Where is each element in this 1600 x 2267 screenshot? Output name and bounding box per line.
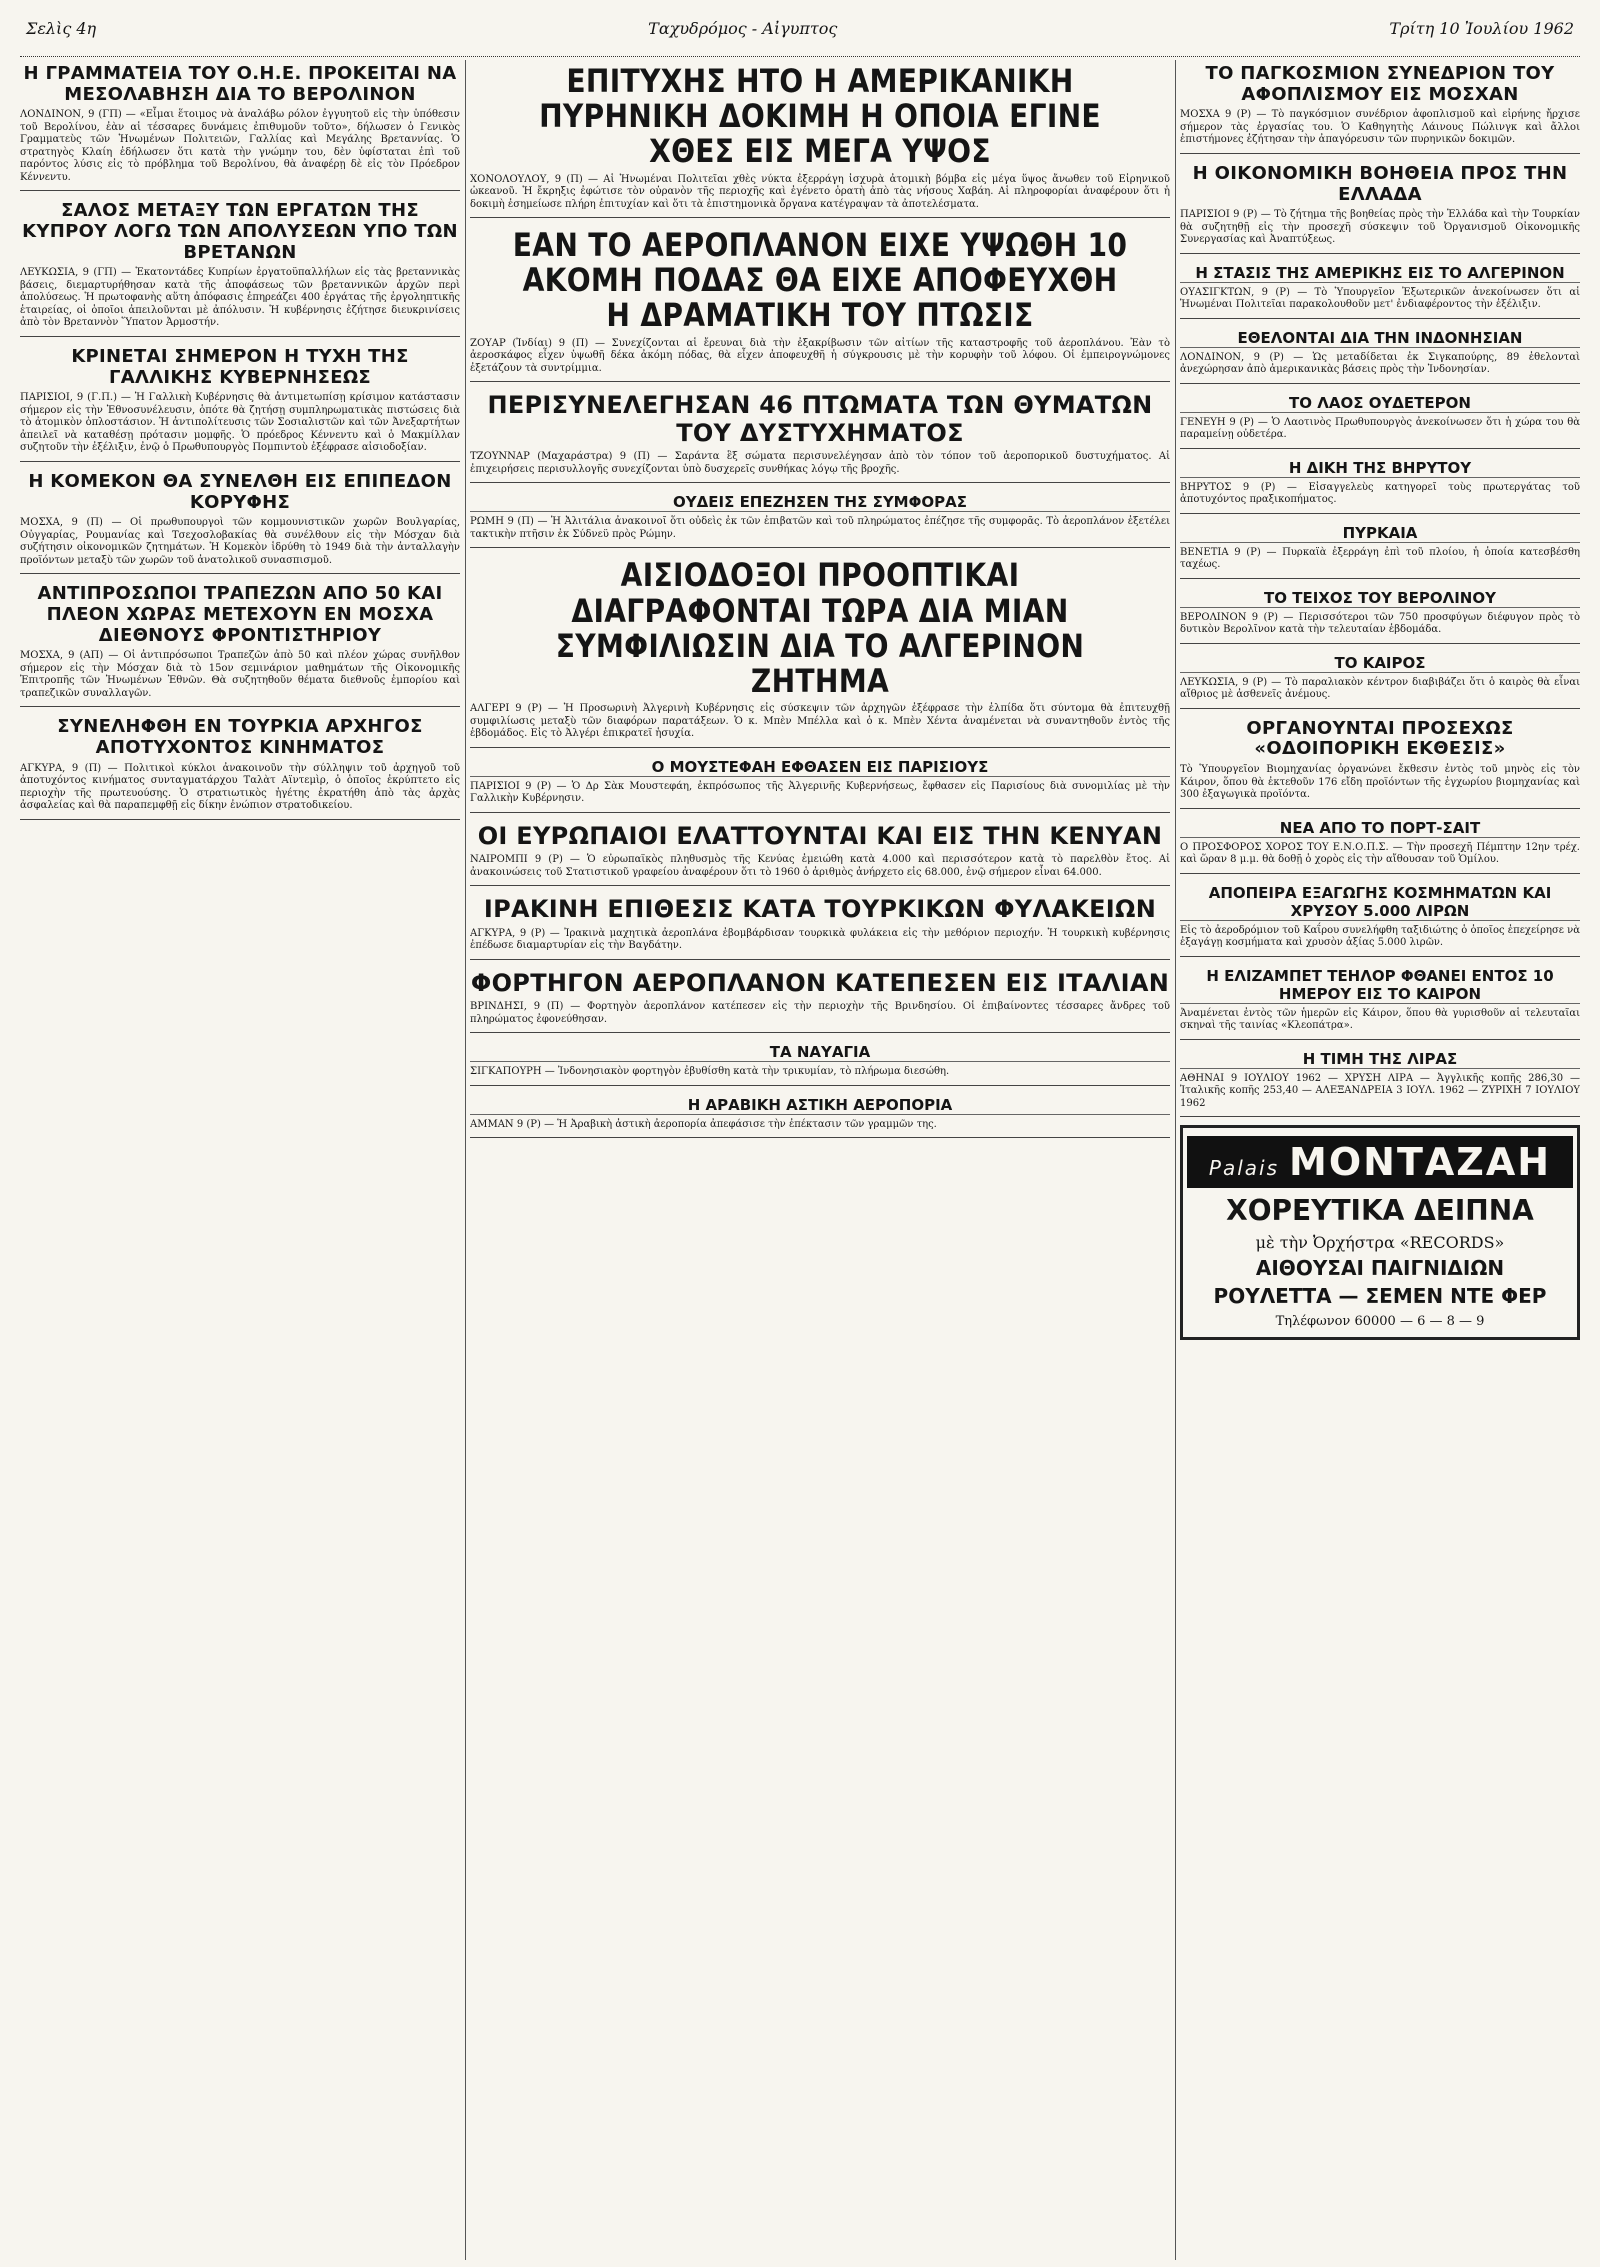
page-header (20, 0, 1580, 57)
article-body: ΓΕΝΕΥΗ 9 (Ρ) — Ὁ Λαοτινὸς Πρωθυπουργὸς ἀνεκοίνωσεν ὅτι ἡ χώρα του θὰ παραμείνῃ οὐδετέρα. (1180, 416, 1580, 441)
article (20, 468, 460, 574)
article-body: ΒΗΡΥΤΟΣ 9 (Ρ) — Εἰσαγγελεὺς κατηγορεῖ τοὺς πρωτεργάτας τοῦ ἀποτυχόντος πραξικοπήματος. (1180, 481, 1580, 506)
article-body: ΛΕΥΚΩΣΙΑ, 9 (Ρ) — Τὸ παραλιακὸν κέντρον διαβιβάζει ὅτι ὁ καιρὸς θὰ εἶναι αἴθριος μὲ ἀσθενεῖς ἀνέμους. (1180, 676, 1580, 701)
advertisement (1180, 1125, 1580, 1340)
article-headline: ΑΝΤΙΠΡΟΣΩΠΟΙ ΤΡΑΠΕΖΩΝ ΑΠΟ 50 ΚΑΙ ΠΛΕΟΝ ΧΩΡΑΣ ΜΕΤΕΧΟΥΝ ΕΝ ΜΟΣΧΑ ΔΙΕΘΝΟΥΣ ΦΡΟΝΤΙΣΤΗΡΙΟΥ (37, 583, 443, 646)
article-headline: ΤΟ ΤΕΙΧΟΣ ΤΟΥ ΒΕΡΟΛΙΝΟΥ (1180, 589, 1580, 608)
article-body: Εἰς τὸ ἀεροδρόμιον τοῦ Καΐρου συνελήφθη ταξιδιώτης ὁ ὁποῖος ἐπεχείρησε νὰ ἐξαγάγῃ κοσμήματα καὶ χρυσὸν ἀξίας 5.000 λιρῶν. (1180, 924, 1580, 949)
article-body: ΒΡΙΝΔΗΣΙ, 9 (Π) — Φορτηγὸν ἀεροπλάνον κατέπεσεν εἰς τὴν περιοχὴν τῆς Βρινδησίου. Οἱ ἐπιβαίνοντες τέσσαρες ἄνδρες τοῦ πληρώματος ἐφονεύθησαν. (470, 1001, 1170, 1025)
article-body: ΒΕΝΕΤΙΑ 9 (Ρ) — Πυρκαϊὰ ἐξερράγη ἐπὶ τοῦ πλοίου, ἡ ὁποία κατεσβέσθη ταχέως. (1180, 546, 1580, 571)
article-body: ΜΟΣΧΑ, 9 (Π) — Οἱ πρωθυπουργοὶ τῶν κομμουνιστικῶν χωρῶν Βουλγαρίας, Οὐγγαρίας, Ρουμανίας καὶ Τσεχοσλοβακίας θὰ συνέλθουν εἰς τὴν Μόσχαν διὰ συζήτησιν οἰκονομικῶν ζητημάτων. Ἡ Κομεκὸν ἱδρύθη τὸ 1949 διὰ τὴν ἀνταλλαγὴν προϊόντων μεταξὺ τῶν χωρῶν τοῦ ἀνατολικοῦ συνασπισμοῦ. (20, 517, 460, 566)
article-body: ΠΑΡΙΣΙΟΙ, 9 (Γ.Π.) — Ἡ Γαλλικὴ Κυβέρνησις θὰ ἀντιμετωπίσῃ κρίσιμον κατάστασιν σήμερον εἰς τὴν Ἐθνοσυνέλευσιν, ὁπότε θὰ ζητήσῃ συμπληρωματικὰς πιστώσεις διὰ τὸ ἀτομικὸν ὁπλοστάσιον. Ἡ ἀντιπολίτευσις τῶν Σοσιαλιστῶν καὶ τῶν Ἀνεξαρτήτων ἀπειλεῖ νὰ καταθέσῃ πρότασιν μομφῆς. Ὁ πρόεδρος Κέννεντυ καὶ ὁ Μακμίλλαν συζητοῦν τὴν ἐξέλιξιν, ἐνῷ ὁ Πρωθυπουργὸς Πομπιντοὺ ἐξέφρασε αἰσιοδοξίαν. (20, 392, 460, 454)
article-headline: ΙΡΑΚΙΝΗ ΕΠΙΘΕΣΙΣ ΚΑΤΑ ΤΟΥΡΚΙΚΩΝ ΦΥΛΑΚΕΙΩΝ (483, 895, 1157, 924)
article-headline: Η ΓΡΑΜΜΑΤΕΙΑ ΤΟΥ Ο.Η.Ε. ΠΡΟΚΕΙΤΑΙ ΝΑ ΜΕΣΟΛΑΒΗΣΗ ΔΙΑ ΤΟ ΒΕΡΟΛΙΝΟΝ (23, 63, 457, 105)
article (1180, 1046, 1580, 1118)
article (1180, 963, 1580, 1040)
article-body: ΑΜΜΑΝ 9 (Ρ) — Ἡ Ἀραβικὴ ἀστικὴ ἀεροπορία ἀπεφάσισε τὴν ἐπέκτασιν τῶν γραμμῶν της. (470, 1118, 937, 1130)
article (20, 580, 460, 707)
article (470, 224, 1170, 382)
article-body: ΡΩΜΗ 9 (Π) — Ἡ Ἀλιτάλια ἀνακοινοῖ ὅτι οὐδεὶς ἐκ τῶν ἐπιβατῶν καὶ τοῦ πληρώματος ἐπέζησε τῆς συμφορᾶς. Τὸ ἀεροπλάνον ἐξετέλει τακτικὴν πτῆσιν ἐκ Σύδνεϋ πρὸς Ρώμην. (470, 516, 1170, 540)
article-headline: ΑΠΟΠΕΙΡΑ ΕΞΑΓΩΓΗΣ ΚΟΣΜΗΜΑΤΩΝ ΚΑΙ ΧΡΥΣΟΥ 5.000 ΛΙΡΩΝ (1180, 884, 1580, 921)
article-body: ΜΟΣΧΑ 9 (Ρ) — Τὸ παγκόσμιον συνέδριον ἀφοπλισμοῦ καὶ εἰρήνης ἤρχισε σήμερον τὰς ἐργασίας του. Ὁ Καθηγητὴς Λάινους Πώλινγκ καὶ ἄλλοι ἐπιστήμονες ἐζήτησαν τὴν ἀπαγόρευσιν τῶν πυρηνικῶν δοκιμῶν. (1180, 109, 1580, 146)
article (470, 60, 1170, 218)
article (470, 388, 1170, 483)
right-column (1180, 60, 1580, 2260)
article-headline: Η ΔΙΚΗ ΤΗΣ ΒΗΡΥΤΟΥ (1180, 459, 1580, 478)
article-headline: ΑΙΣΙΟΔΟΞΟΙ ΠΡΟΟΠΤΙΚΑΙ ΔΙΑΓΡΑΦΟΝΤΑΙ ΤΩΡΑ ΔΙΑ ΜΙΑΝ ΣΥΜΦΙΛΙΩΣΙΝ ΔΙΑ ΤΟ ΑΛΓΕΡΙΝΟΝ ΖΗΤΗΜΑ (555, 556, 1085, 700)
article-headline: ΚΡΙΝΕΤΑΙ ΣΗΜΕΡΟΝ Η ΤΥΧΗ ΤΗΣ ΓΑΛΛΙΚΗΣ ΚΥΒΕΡΝΗΣΕΩΣ (71, 345, 409, 388)
article-body: Ο ΠΡΟΣΦΟΡΟΣ ΧΟΡΟΣ ΤΟΥ Ε.Ν.Ο.Π.Σ. — Τὴν προσεχῆ Πέμπτην 12ην τρέχ. καὶ ὥραν 8 μ.μ. θὰ δοθῇ ὁ χορὸς εἰς τὴν αἴθουσαν τοῦ Ὁμίλου. (1180, 841, 1580, 866)
column-divider (465, 60, 466, 2260)
article-body: ΛΟΝΔΙΝΟΝ, 9 (Ρ) — Ὡς μεταδίδεται ἐκ Σιγκαπούρης, 89 ἐθελονταὶ ἀνεχώρησαν ἀπὸ ἀμερικανικὰς βάσεις πρὸς τὴν Ἰνδονησίαν. (1180, 351, 1580, 376)
article (1180, 455, 1580, 514)
article-headline: Η ΣΤΑΣΙΣ ΤΗΣ ΑΜΕΡΙΚΗΣ ΕΙΣ ΤΟ ΑΛΓΕΡΙΝΟΝ (1180, 264, 1580, 283)
article (1180, 260, 1580, 319)
article-headline: Η ΕΛΙΖΑΜΠΕΤ ΤΕΗΛΟΡ ΦΘΑΝΕΙ ΕΝΤΟΣ 10 ΗΜΕΡΟΥ ΕΙΣ ΤΟ ΚΑΙΡΟΝ (1180, 967, 1580, 1004)
article (1180, 520, 1580, 579)
article-body: ΑΓΚΥΡΑ, 9 (Ρ) — Ἰρακινὰ μαχητικὰ ἀεροπλάνα ἐβομβάρδισαν τουρκικὰ φυλάκεια εἰς τὴν μεθόριον περιοχήν. Ἡ τουρκικὴ κυβέρνησις ἐπέδωσε διαμαρτυρίαν εἰς τὴν Βαγδάτην. (470, 927, 1170, 952)
article (1180, 880, 1580, 957)
ad-phone: Τηλέφωνον 60000 — 6 — 8 — 9 (1275, 1314, 1485, 1330)
article-headline: Ο ΜΟΥΣΤΕΦΑΗ ΕΦΘΑΣΕΝ ΕΙΣ ΠΑΡΙΣΙΟΥΣ (470, 758, 1170, 777)
article (470, 966, 1170, 1034)
article (1180, 585, 1580, 644)
ad-brand-name: ΜΟΝΤΑΖΑΗ (1289, 1140, 1552, 1185)
issue-date: Τρίτη 10 Ἰουλίου 1962 (1383, 19, 1580, 38)
article (20, 197, 460, 337)
article-headline: ΕΠΙΤΥΧΗΣ ΗΤΟ Η ΑΜΕΡΙΚΑΝΙΚΗ ΠΥΡΗΝΙΚΗ ΔΟΚΙΜΗ Η ΟΠΟΙΑ ΕΓΙΝΕ ΧΘΕΣ ΕΙΣ ΜΕΓΑ ΥΨΟΣ (539, 62, 1101, 171)
article-headline: ΟΡΓΑΝΟΥΝΤΑΙ ΠΡΟΣΕΧΩΣ «ΟΔΟΙΠΟΡΙΚΗ ΕΚΘΕΣΙΣ» (1246, 717, 1514, 760)
left-column (20, 60, 460, 2260)
newspaper-name: Ταχυδρόμος - Αἰγυπτος (642, 19, 843, 38)
article (470, 892, 1170, 960)
ad-headline: ΧΟΡΕΥΤΙΚΑ ΔΕΙΠΝΑ (1226, 1194, 1534, 1228)
article (470, 554, 1170, 747)
ad-brand-prefix: Palais (1208, 1156, 1280, 1181)
article-headline: ΕΑΝ ΤΟ ΑΕΡΟΠΛΑΝΟΝ ΕΙΧΕ ΥΨΩΘΗ 10 ΑΚΟΜΗ ΠΟΔΑΣ ΘΑ ΕΙΧΕ ΑΠΟΦΕΥΧΘΗ Η ΔΡΑΜΑΤΙΚΗ ΤΟΥ ΠΤΩΣΙΣ (512, 226, 1128, 335)
article-headline: ΟΥΔΕΙΣ ΕΠΕΖΗΣΕΝ ΤΗΣ ΣΥΜΦΟΡΑΣ (470, 493, 1170, 512)
article-body: ΒΕΡΟΛΙΝΟΝ 9 (Ρ) — Περισσότεροι τῶν 750 προσφύγων διέφυγον πρὸς τὸ δυτικὸν Βερολῖνον κατὰ τὴν τελευταίαν ἑβδομάδα. (1180, 611, 1580, 636)
article-headline: ΕΘΕΛΟΝΤΑΙ ΔΙΑ ΤΗΝ ΙΝΔΟΝΗΣΙΑΝ (1180, 329, 1580, 348)
article-headline: Η ΚΟΜΕΚΟΝ ΘΑ ΣΥΝΕΛΘΗ ΕΙΣ ΕΠΙΠΕΔΟΝ ΚΟΡΥΦΗΣ (28, 470, 452, 513)
article-body: ΑΘΗΝΑΙ 9 ΙΟΥΛΙΟΥ 1962 — ΧΡΥΣΗ ΛΙΡΑ — Ἀγγλικῆς κοπῆς 286,30 — Ἰταλικῆς κοπῆς 253,40 — ΑΛΕΞΑΝΔΡΕΙΑ 3 ΙΟΥΛ. 1962 — ΖΥΡΙΧΗ 7 ΙΟΥΛΙΟΥ 1962 (1180, 1072, 1580, 1109)
article-headline: Η ΟΙΚΟΝΟΜΙΚΗ ΒΟΗΘΕΙΑ ΠΡΟΣ ΤΗΝ ΕΛΛΑΔΑ (1192, 162, 1568, 205)
ad-brand-logo (1187, 1136, 1573, 1188)
article-headline: Η ΤΙΜΗ ΤΗΣ ΛΙΡΑΣ (1180, 1050, 1580, 1069)
article (1180, 390, 1580, 449)
article (20, 713, 460, 819)
article (20, 343, 460, 462)
article-headline: ΤΟ ΛΑΟΣ ΟΥΔΕΤΕΡΟΝ (1180, 394, 1580, 413)
article (470, 1092, 1170, 1139)
article (1180, 160, 1580, 254)
article-headline: ΠΕΡΙΣΥΝΕΛΕΓΗΣΑΝ 46 ΠΤΩΜΑΤΑ ΤΩΝ ΘΥΜΑΤΩΝ ΤΟΥ ΔΥΣΤΥΧΗΜΑΤΟΣ (487, 391, 1153, 447)
article-headline: ΣΑΛΟΣ ΜΕΤΑΞΥ ΤΩΝ ΕΡΓΑΤΩΝ ΤΗΣ ΚΥΠΡΟΥ ΛΟΓΩ ΤΩΝ ΑΠΟΛΥΣΕΩΝ ΥΠΟ ΤΩΝ ΒΡΕΤΑΝΩΝ (22, 200, 458, 263)
article-headline: ΦΟΡΤΗΓΟΝ ΑΕΡΟΠΛΑΝΟΝ ΚΑΤΕΠΕΣΕΝ ΕΙΣ ΙΤΑΛΙΑΝ (470, 968, 1170, 997)
article-headline: ΤΑ ΝΑΥΑΓΙΑ (470, 1043, 1170, 1062)
article (470, 754, 1170, 813)
article-body: ΟΥΑΣΙΓΚΤΩΝ, 9 (Ρ) — Τὸ Ὑπουργεῖον Ἐξωτερικῶν ἀνεκοίνωσεν ὅτι αἱ Ἡνωμέναι Πολιτεῖαι παρακολουθοῦν μετ' ἐνδιαφέροντος τὴν ἐξέλιξιν. (1180, 286, 1580, 311)
article (20, 60, 460, 191)
article (470, 1039, 1170, 1086)
article-body: ΑΓΚΥΡΑ, 9 (Π) — Πολιτικοὶ κύκλοι ἀνακοινοῦν τὴν σύλληψιν τοῦ ἀρχηγοῦ τοῦ ἀποτυχόντος κινήματος συνταγματάρχου Ταλὰτ Αϊντεμὶρ, ὁ ὁποῖος ἐκρύπτετο εἰς περιοχὴν τῆς πρωτευούσης. Ὁ στρατιωτικὸς ἡγέτης ἐκρατήθη ἀπὸ τὰς ἀρχὰς ἀσφαλείας καὶ θὰ παραπεμφθῇ εἰς δίκην ἐνώπιον στρατοδικείου. (20, 762, 460, 812)
article (1180, 60, 1580, 154)
article-body: ΛΕΥΚΩΣΙΑ, 9 (ΓΠ) — Ἑκατοντάδες Κυπρίων ἐργατοϋπαλλήλων εἰς τὰς βρεταννικὰς βάσεις, διεμαρτυρήθησαν κατὰ τῆς ἀποφάσεως τῶν βρεταννικῶν ἀρχῶν περὶ ἀπολύσεως. Ἡ πρωτοφανὴς αὕτη ἀπόφασις ἐπηρεάζει 400 ἐργάτας τῆς ἐργοληπτικῆς ἑταιρείας, οἱ ὁποῖοι ἀπειλοῦνται μὲ ἀπόλυσιν. Ἡ κυβέρνησις ἐζήτησε διευκρινίσεις ἀπὸ τὸν Βρεταννὸν Ὕπατον Ἀρμοστήν. (20, 267, 460, 329)
article-body: ΜΟΣΧΑ, 9 (ΑΠ) — Οἱ ἀντιπρόσωποι Τραπεζῶν ἀπὸ 50 καὶ πλέον χώρας συνῆλθον σήμερον εἰς τὴν Μόσχαν διὰ τὸ 15ον σεμινάριον μαθημάτων τῆς Οἰκονομικῆς Ἐπιτροπῆς τῶν Ἡνωμένων Ἐθνῶν. Θὰ συζητηθοῦν θέματα διεθνοῦς ἐμπορίου καὶ τραπεζικῶν συναλλαγῶν. (20, 650, 460, 699)
article-body: ΝΑΙΡΟΜΠΙ 9 (Ρ) — Ὁ εὐρωπαϊκὸς πληθυσμὸς τῆς Κενύας ἐμειώθη κατὰ 4.000 καὶ περισσότερον κατὰ τὸ παρελθὸν ἔτος. Αἱ ἀνακοινώσεις τοῦ Στατιστικοῦ γραφείου ἀναφέρουν ὅτι τὸ 1960 ὁ ἀριθμὸς ἀνήρχετο εἰς 68.000, ἐνῷ σήμερον εἶναι 64.000. (470, 854, 1170, 878)
article-headline: Η ΑΡΑΒΙΚΗ ΑΣΤΙΚΗ ΑΕΡΟΠΟΡΙΑ (470, 1096, 1170, 1115)
ad-orchestra-line: μὲ τὴν Ὀρχήστρα «RECORDS» (1255, 1233, 1505, 1253)
article-body: Ἀναμένεται ἐντὸς τῶν ἡμερῶν εἰς Κάιρον, ὅπου θὰ γυρισθοῦν αἱ τελευταῖαι σκηναὶ τῆς ταινίας «Κλεοπάτρα». (1180, 1007, 1580, 1032)
article (1180, 650, 1580, 709)
article-body: ΠΑΡΙΣΙΟΙ 9 (Ρ) — Ὁ Δρ Σὰκ Μουστεφάη, ἐκπρόσωπος τῆς Ἀλγερινῆς Κυβερνήσεως, ἔφθασεν εἰς Παρισίους διὰ συνομιλίας μὲ τὴν Γαλλικὴν Κυβέρνησιν. (470, 780, 1170, 805)
article-headline: ΤΟ ΚΑΙΡΟΣ (1180, 654, 1580, 673)
article (470, 489, 1170, 548)
article-body: ΛΟΝΔΙΝΟΝ, 9 (ΓΠ) — «Εἶμαι ἕτοιμος νὰ ἀναλάβω ρόλον ἐγγυητοῦ εἰς τὴν ὑπόθεσιν τοῦ Βερολίνου, ἐὰν αἱ τέσσαρες δυνάμεις ἐπιθυμοῦν τοῦτο», δήλωσεν ὁ Γενικὸς Γραμματεὺς τῶν Ἡνωμένων Πολιτειῶν, Γαλλίας καὶ Μεγάλης Βρεταννίας. Ὁ στρατηγὸς Κλαίη ἐδήλωσεν ὅτι κατὰ τὴν γνώμην του, δὲν ὑφίσταται ἐπὶ τοῦ παρόντος λύσις εἰς τὸ πρόβλημα τοῦ Βερολίνου, θὰ ἀναφέρῃ δὲ εἰς τὸν Πρόεδρον Κέννεντυ. (20, 109, 460, 183)
article-headline: ΝΕΑ ΑΠΟ ΤΟ ΠΟΡΤ-ΣΑΙΤ (1180, 819, 1580, 838)
article-headline: ΠΥΡΚΑΙΑ (1180, 524, 1580, 543)
page-number: Σελὶς 4η (20, 19, 102, 38)
article-body: ΤΖΟΥΝΝΑΡ (Μαχαράστρα) 9 (Π) — Σαράντα ἓξ σώματα περισυνελέγησαν ἀπὸ τὸν τόπον τοῦ ἀεροπορικοῦ δυστυχήματος. Αἱ ἐπιχειρήσεις περισυλλογῆς συνεχίζονται ὑπὸ δυσχερεῖς συνθήκας λόγῳ τῆς βροχῆς. (470, 451, 1170, 475)
ad-games-list: ΡΟΥΛΕΤΤΑ — ΣΕΜΕΝ ΝΤΕ ΦΕΡ (1213, 1284, 1547, 1309)
article-body: ΣΙΓΚΑΠΟΥΡΗ — Ἰνδονησιακὸν φορτηγὸν ἐβυθίσθη κατὰ τὴν τρικυμίαν, τὸ πλήρωμα διεσώθη. (470, 1066, 950, 1078)
article (1180, 325, 1580, 384)
ad-gaming-rooms: ΑΙΘΟΥΣΑΙ ΠΑΙΓΝΙΔΙΩΝ (1255, 1256, 1505, 1281)
article-body: ΖΟΥΑΡ (Ἰνδίαι) 9 (Π) — Συνεχίζονται αἱ ἔρευναι διὰ τὴν ἐξακρίβωσιν τῶν αἰτίων τῆς καταστροφῆς τοῦ ἀεροπλάνου. Ἐὰν τὸ ἀεροσκάφος εἶχεν ὑψωθῆ δέκα ἀκόμη πόδας, θὰ εἶχεν ἀποφευχθῆ ἡ σύγκρουσις μὲ τὴν κορυφὴν τοῦ λόφου. Οἱ ἐμπειρογνώμονες ἐξετάζουν τὰ συντρίμμια. (470, 337, 1170, 374)
center-column (470, 60, 1170, 1144)
article (1180, 715, 1580, 809)
article-headline: ΟΙ ΕΥΡΩΠΑΙΟΙ ΕΛΑΤΤΟΥΝΤΑΙ ΚΑΙ ΕΙΣ ΤΗΝ ΚΕΝΥΑΝ (477, 821, 1163, 850)
article-headline: ΤΟ ΠΑΓΚΟΣΜΙΟΝ ΣΥΝΕΔΡΙΟΝ ΤΟΥ ΑΦΟΠΛΙΣΜΟΥ ΕΙΣ ΜΟΣΧΑΝ (1205, 63, 1555, 105)
article (470, 819, 1170, 887)
column-divider (1175, 60, 1176, 2260)
article-body: ΑΛΓΕΡΙ 9 (Ρ) — Ἡ Προσωρινὴ Ἀλγερινὴ Κυβέρνησις εἰς σύσκεψιν τῶν ἀρχηγῶν ἐξέφρασε τὴν ἐλπίδα ὅτι σύντομα θὰ ἐπιτευχθῇ συμφιλίωσις μεταξὺ τῶν διαφόρων παρατάξεων. Ὁ κ. Μπὲν Μπέλλα καὶ ὁ κ. Μπὲν Χέντα ἀναμένεται νὰ συναντηθοῦν ἐντὸς τῆς ἑβδομάδος. Εἰς τὸ Ἀλγέρι ἐπικρατεῖ ἡσυχία. (470, 703, 1170, 740)
article-headline: ΣΥΝΕΛΗΦΘΗ ΕΝ ΤΟΥΡΚΙΑ ΑΡΧΗΓΟΣ ΑΠΟΤΥΧΟΝΤΟΣ ΚΙΝΗΜΑΤΟΣ (57, 716, 423, 758)
article-body: Τὸ Ὑπουργεῖον Βιομηχανίας ὀργανώνει ἔκθεσιν ἐντὸς τοῦ μηνὸς εἰς τὸν Κάιρον, ὅπου θὰ ἐκτεθοῦν 176 εἴδη προϊόντων τῆς ἐγχωρίου βιομηχανίας καὶ 300 ἐξαγωγικὰ προϊόντα. (1180, 764, 1580, 801)
article-body: ΠΑΡΙΣΙΟΙ 9 (Ρ) — Τὸ ζήτημα τῆς βοηθείας πρὸς τὴν Ἑλλάδα καὶ τὴν Τουρκίαν θὰ συζητηθῇ εἰς τὴν προσεχῆ σύσκεψιν τοῦ Ὀργανισμοῦ Οἰκονομικῆς Συνεργασίας καὶ Ἀναπτύξεως. (1180, 209, 1580, 246)
article (1180, 815, 1580, 874)
article-body: ΧΟΝΟΛΟΥΛΟΥ, 9 (Π) — Αἱ Ἡνωμέναι Πολιτεῖαι χθὲς νύκτα ἐξερράγη ἰσχυρὰ ἀτομικὴ βόμβα εἰς μέγα ὕψος ἄνωθεν τοῦ Εἰρηνικοῦ ὠκεανοῦ. Ἡ ἔκρηξις ἐφώτισε τὸν οὐρανὸν τῆς περιοχῆς καὶ ἐγένετο ὁρατὴ ἀπὸ τὰς νήσους Χαβάη. Αἱ πληροφορίαι ἀναφέρουν ὅτι ἡ δοκιμὴ ἐσημείωσε πλήρη ἐπιτυχίαν καὶ ὅτι τὰ ἐπιστημονικὰ ὄργανα κατέγραψαν τὰ ἀποτελέσματα. (470, 173, 1170, 210)
